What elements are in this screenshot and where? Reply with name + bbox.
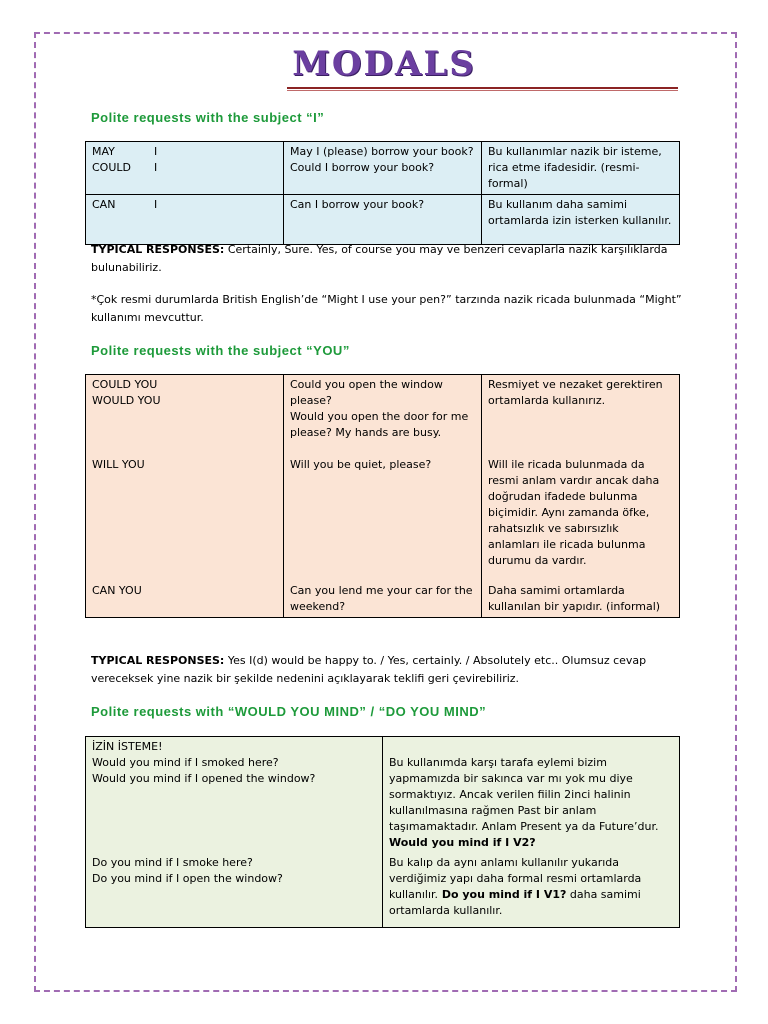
table-row	[86, 195, 680, 245]
example-sentence: Can you lend me your car for the weekend?	[290, 584, 477, 613]
table-subject-i	[85, 141, 680, 245]
table-row	[86, 455, 680, 581]
section1-heading: Polite requests with the subject “I”	[91, 110, 325, 125]
modal-phrase: WOULD YOU	[92, 394, 161, 407]
modal-phrase: WILL YOU	[92, 458, 145, 471]
table-would-you-mind	[85, 736, 680, 928]
example-sentence: Do you mind if I open the window?	[92, 872, 283, 885]
usage-note: Bu kullanımlar nazik bir isteme, rica etme ifadesidir. (resmi-formal)	[488, 145, 662, 190]
example-cell	[284, 455, 482, 581]
usage-pattern: Would you mind if I V2?	[389, 836, 536, 849]
usage-pattern: Do you mind if I V1?	[438, 888, 567, 901]
permission-label: İZİN İSTEME!	[92, 740, 163, 753]
title-underline	[287, 87, 678, 91]
note-cell	[482, 195, 680, 245]
example-cell	[86, 737, 383, 854]
example-sentence: Would you mind if I smoked here?	[92, 756, 279, 769]
usage-note: Daha samimi ortamlarda kullanılan bir yapıdır. (informal)	[488, 584, 661, 613]
typical-responses-text: Certainly, Sure. Yes, of course you may ve benzeri cevaplarla nazik karşılıklarda bulunabiliriz.	[91, 243, 668, 274]
example-sentence: Do you mind if I smoke here?	[92, 856, 253, 869]
usage-note: Bu kalıp da aynı anlamı kullanılır yukarıda verdiğimiz yapı daha formal resmi ortamlarda kullanılır.	[389, 856, 642, 901]
example-sentence: Could I borrow your book?	[290, 161, 435, 174]
modal-cell	[86, 455, 284, 581]
subject-word: I	[154, 145, 158, 158]
subject-word: I	[154, 198, 158, 211]
modal-word: CAN	[92, 198, 116, 211]
modal-cell	[86, 195, 284, 245]
typical-responses-text: Yes I(d) would be happy to. / Yes, certainly. / Absolutely etc.. Olumsuz cevap vereceksek yine nazik bir şekilde nedenini açıklayarak teklifi geri çevirebiliriz.	[91, 654, 647, 685]
usage-note: Resmiyet ve nezaket gerektiren ortamlarda kullanırız.	[488, 378, 663, 407]
typical-responses-label: TYPICAL RESPONSES:	[91, 654, 225, 667]
example-sentence: Could you open the window please?	[290, 378, 447, 407]
example-cell	[284, 142, 482, 195]
table-row	[86, 737, 680, 854]
modal-word: MAY	[92, 145, 115, 158]
example-sentence: Would you open the door for me please? My hands are busy.	[290, 410, 472, 439]
note-cell	[383, 853, 680, 928]
table-subject-you	[85, 374, 680, 618]
modal-cell	[86, 375, 284, 456]
note-cell	[482, 375, 680, 456]
note-cell	[482, 581, 680, 618]
typical-responses-label: TYPICAL RESPONSES:	[91, 243, 225, 256]
table-row	[86, 581, 680, 618]
usage-note: daha samimi ortamlarda kullanılır.	[389, 888, 641, 917]
section2-heading: Polite requests with the subject “YOU”	[91, 343, 350, 358]
page-title: MODALS	[292, 44, 476, 84]
subject-word: I	[154, 161, 158, 174]
table-row	[86, 142, 680, 195]
example-sentence: Would you mind if I opened the window?	[92, 772, 316, 785]
note-cell	[482, 455, 680, 581]
usage-note: Bu kullanım daha samimi ortamlarda izin isterken kullanılır.	[488, 198, 672, 227]
example-cell	[284, 581, 482, 618]
usage-note: Will ile ricada bulunmada da resmi anlam vardır ancak daha doğrudan ifadede bulunma biçimidir. Aynı zamanda öfke, rahatsızlık ve sabırsızlık anlamları ile ricada bulunma durumu da vardır.	[488, 458, 660, 567]
note-cell	[383, 737, 680, 854]
table-row	[86, 853, 680, 928]
typical-responses-2	[91, 652, 691, 688]
british-note: *Çok resmi durumlarda British English’de “Might I use your pen?” tarzında nazik ricada bulunmada “Might” kullanımı mevcuttur.	[91, 293, 682, 324]
example-cell	[284, 195, 482, 245]
modal-cell	[86, 581, 284, 618]
example-sentence: May I (please) borrow your book?	[290, 145, 474, 158]
modal-word: COULD	[92, 161, 131, 174]
table-row	[86, 375, 680, 456]
example-cell	[86, 853, 383, 928]
usage-note: Bu kullanımda karşı tarafa eylemi bizim yapmamızda bir sakınca var mı yok mu diye sormaktıyız. Ancak verilen fiilin 2inci halinin kullanılmasına rağmen Past bir anlam taşımamaktadır. Anlam Present ya da Future’dur.	[389, 756, 659, 833]
example-cell	[284, 375, 482, 456]
example-sentence: Can I borrow your book?	[290, 198, 425, 211]
modal-cell	[86, 142, 284, 195]
note-cell	[482, 142, 680, 195]
section3-heading: Polite requests with “WOULD YOU MIND” / “DO YOU MIND”	[91, 704, 487, 719]
typical-responses-1	[91, 241, 691, 277]
modal-phrase: COULD YOU	[92, 378, 158, 391]
example-sentence: Will you be quiet, please?	[290, 458, 432, 471]
modal-phrase: CAN YOU	[92, 584, 142, 597]
